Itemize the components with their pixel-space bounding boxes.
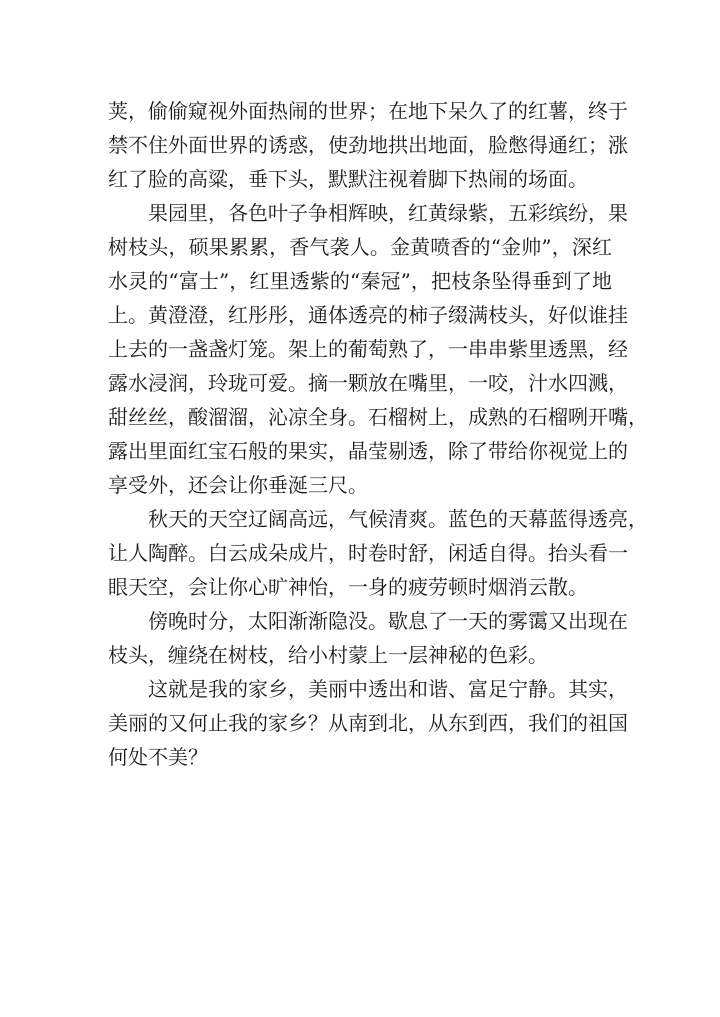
document-body (108, 94, 648, 774)
paragraph (108, 502, 648, 604)
text-line: 上。黄澄澄，红彤彤，通体透亮的柿子缀满枝头，好似谁挂 (108, 303, 628, 327)
text-line: 上去的一盏盏灯笼。架上的葡萄熟了，一串串紫里透黑，经 (108, 337, 628, 361)
text-line: 让人陶醉。白云成朵成片，时卷时舒，闲适自得。抬头看一 (108, 541, 628, 565)
text-line: 秋天的天空辽阔高远，气候清爽。蓝色的天幕蓝得透亮， (148, 507, 648, 531)
paragraph (108, 604, 628, 672)
text-line: 露水浸润，玲珑可爱。摘一颗放在嘴里，一咬，汁水四溅， (108, 371, 628, 395)
text-line: 枝头，缠绕在树枝，给小村蒙上一层神秘的色彩。 (108, 643, 548, 667)
text-line: 露出里面红宝石般的果实，晶莹剔透，除了带给你视觉上的 (108, 439, 628, 463)
text-line: 水灵的“富士”，红里透紫的“秦冠”，把枝条坠得垂到了地 (108, 269, 612, 293)
text-line: 傍晚时分，太阳渐渐隐没。歇息了一天的雾霭又出现在 (148, 609, 628, 633)
text-line: 荚，偷偷窥视外面热闹的世界；在地下呆久了的红薯，终于 (108, 99, 628, 123)
paragraph (108, 672, 628, 774)
text-line: 美丽的又何止我的家乡？从南到北，从东到西，我们的祖国 (108, 711, 628, 735)
text-line: 何处不美？ (108, 745, 208, 769)
text-line: 这就是我的家乡，美丽中透出和谐、富足宁静。其实， (148, 677, 628, 701)
text-line: 树枝头，硕果累累，香气袭人。金黄喷香的“金帅”，深红 (108, 235, 612, 259)
paragraph (108, 196, 648, 502)
text-line: 红了脸的高粱，垂下头，默默注视着脚下热闹的场面。 (108, 167, 588, 191)
text-line: 享受外，还会让你垂涎三尺。 (108, 473, 368, 497)
paragraph (108, 94, 628, 196)
text-line: 眼天空，会让你心旷神怡，一身的疲劳顿时烟消云散。 (108, 575, 588, 599)
text-line: 禁不住外面世界的诱惑，使劲地拱出地面，脸憋得通红；涨 (108, 133, 628, 157)
text-line: 甜丝丝，酸溜溜，沁凉全身。石榴树上，成熟的石榴咧开嘴， (108, 405, 648, 429)
text-line: 果园里，各色叶子争相辉映，红黄绿紫，五彩缤纷，果 (148, 201, 628, 225)
